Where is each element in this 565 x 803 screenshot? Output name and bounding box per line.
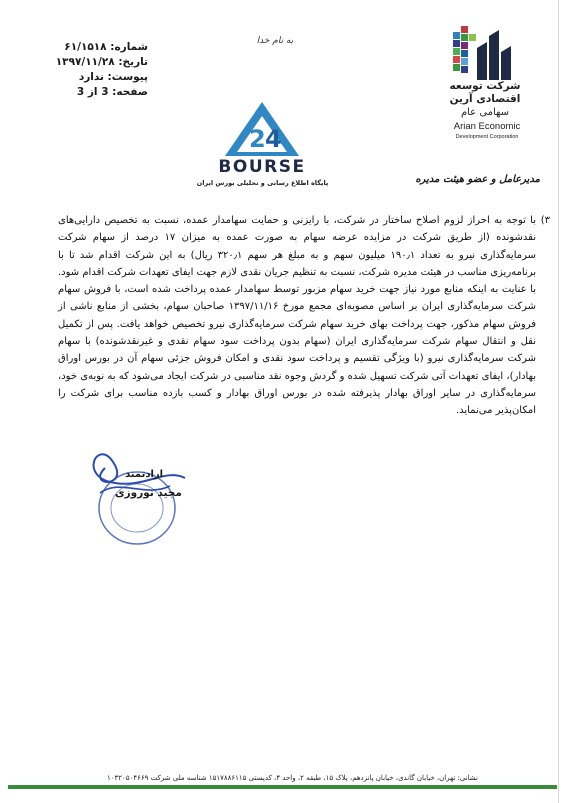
company-name-fa-line2: اقتصادی آرین [449,93,521,105]
company-logo [425,22,545,82]
company-name-fa [430,80,540,119]
signature-and-stamp [75,448,215,558]
letter-page-value: 3 از 3 [76,86,109,98]
bourse-logo [195,100,330,158]
footer-accent-bar [8,785,557,789]
signatory-name: مجید نوروزی [115,487,182,499]
svg-text:4: 4 [265,125,282,153]
letter-page-row [38,85,148,100]
letter-number-label: شماره: [110,41,148,53]
letter-number-value: ۶۱/۱۵۱۸ [64,41,107,53]
letter-date-row [38,55,148,70]
company-name-fa-line1: شرکت توسعه [449,80,521,92]
company-name-en [432,122,542,142]
letter-body [58,212,550,420]
bourse-wordmark: BOURSE [218,157,306,177]
page-margin-rule [558,0,559,803]
letter-attachment-label: پیوست: [107,71,148,83]
company-name-en-line1: Arian Economic [453,121,521,132]
signature-closing: ارادتمند [125,469,164,480]
letter-number-row [38,40,148,55]
basmala: به نام خدا [256,36,294,46]
svg-text:2: 2 [249,125,266,153]
bourse-tagline: پایگاه اطلاع رسانی و تحلیلی بورس ایران [196,179,329,187]
company-name-en-line2: Development Corporation [455,134,519,140]
letter-date-label: تاریخ: [118,56,148,68]
letter-attachment-value: ندارد [78,71,104,83]
letter-meta [38,40,148,100]
footer-address: نشانی: تهران، خیابان گاندی، خیابان پانزدهم، پلاک ۱۵، طبقه ۲، واحد ۴، کدپستی ۱۵۱۷۸۸۶۱۱۵ شناسه ملی شرکت ۱۰۳۲۰۵۰۴۶۶۹ [107,774,478,782]
item-number: ۳) [540,215,550,226]
letter-attachment-row [38,70,148,85]
recipient-title: مدیرعامل و عضو هیئت مدیره [415,174,540,185]
company-name-fa-line3: سهامی عام [460,107,510,118]
body-paragraph: با توجه به احراز لزوم اصلاح ساختار در شرکت، با رایزنی و حمایت سهامدار عمده، نسبت به تخصیص دارایی‌های نقدشونده (از طریق شرکت در مزایده عرضه سهام به صورت عمده به میزان ۱۷ درصد از سهام شرکت سرمایه‌گذاری نیرو به تعداد ۱۹۰٫۱ میلیون سهم و به مبلغ هر سهم ۳۲۰٫۱ ریال) به این شرکت اقدام شد تا با برنامه‌ریزی مناسب در هیئت مدیره شرکت، نسبت به تنظیم جریان نقدی لازم جهت ایفای تعهدات شرکت اقدام شود. با عنایت به اینکه منابع مورد نیاز جهت خرید سهام مزبور توسط سهامدار عمده پرداخت شده است، با فروش سهام شرکت سرمایه‌گذاری ایران بر اساس مصوبه‌ای مجمع مورخ ۱۳۹۷/۱۱/۱۶ صاحبان سهام، بخشی از منابع ناشی از فروش سهام مذکور، جهت پرداخت بهای خرید سهام شرکت سرمایه‌گذاری نیرو تخصیص خواهد یافت. پس از تکمیل نقل و انتقال سهام شرکت سرمایه‌گذاری ایران (سهام بدون پرداخت سود سهام نقدی و غیرنقدشونده) با سهام شرکت سرمایه‌گذاری نیرو (با ویژگی تقسیم و پرداخت سود نقدی و امکان فروش جزئی سهام آن در بورس اوراق بهادار)، ایفای تعهدات آتی شرکت تسهیل شده و گردش وجوه نقد مناسبی در شرکت ایجاد می‌شود که به نوبه‌ی خود، سرمایه‌گذاری در سایر اوراق بهادار پذیرفته شده در بورس اوراق بهادار و کسب بازده مناسب برای شرکت را امکان‌پذیر می‌نماید. [58,215,537,417]
letter-date-value: ۱۳۹۷/۱۱/۲۸ [55,56,115,68]
letter-page-label: صفحه: [112,86,148,98]
